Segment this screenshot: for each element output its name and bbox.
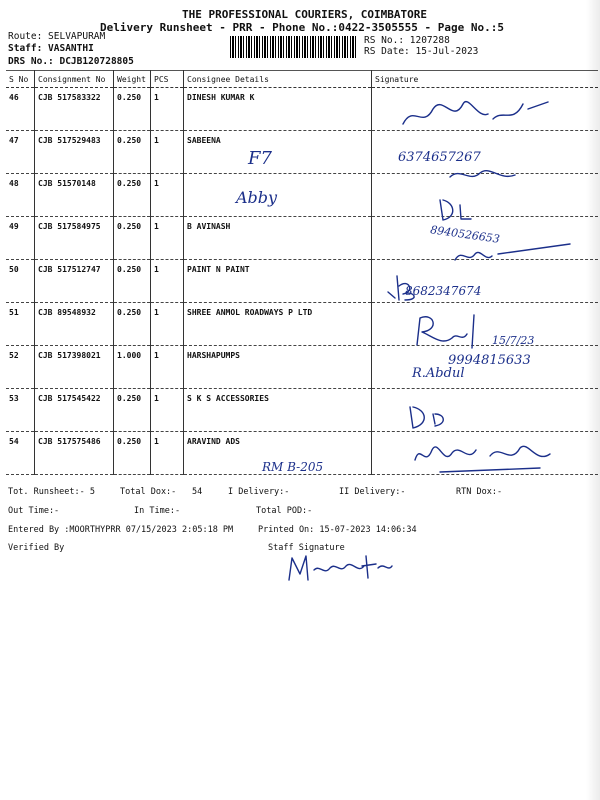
handwritten-note-47: F7 [248, 148, 272, 169]
drs-number: DRS No.: DCJB120728805 [8, 56, 134, 67]
sno-cell: 46 [6, 88, 35, 131]
handwritten-signature-47 [445, 165, 525, 185]
handwritten-signature-50 [385, 272, 425, 302]
consignment-cell: CJB 51570148 [35, 174, 114, 217]
consignment-cell: CJB 517529483 [35, 131, 114, 174]
consignment-cell: CJB 517512747 [35, 260, 114, 303]
handwritten-signature-49 [450, 242, 580, 270]
weight-cell: 1.000 [114, 346, 151, 389]
barcode [230, 36, 356, 58]
i-delivery: I Delivery:- [228, 487, 290, 497]
weight-cell: 0.250 [114, 174, 151, 217]
rs-date: RS Date: 15-Jul-2023 [364, 46, 479, 57]
col-header-sno: S No [6, 71, 35, 88]
weight-cell: 0.250 [114, 131, 151, 174]
handwritten-phone-52: 9994815633 [448, 353, 531, 368]
staff-signature-label: Staff Signature [268, 543, 345, 553]
pcs-cell: 1 [151, 131, 184, 174]
handwritten-signature-46 [398, 84, 558, 144]
pcs-cell: 1 [151, 303, 184, 346]
consignment-cell: CJB 517583322 [35, 88, 114, 131]
weight-cell: 0.250 [114, 303, 151, 346]
handwritten-note-48: Abby [236, 188, 278, 207]
handwritten-phone-50: 8682347674 [405, 284, 482, 298]
consignee-cell: SABEENA [184, 131, 372, 174]
consignee-cell: S K S ACCESSORIES [184, 389, 372, 432]
sno-cell: 48 [6, 174, 35, 217]
in-time: In Time:- [134, 506, 181, 516]
consignee-cell: ARAVIND ADS [184, 432, 372, 475]
sno-cell: 47 [6, 131, 35, 174]
consignee-cell [184, 174, 372, 217]
weight-cell: 0.250 [114, 260, 151, 303]
consignee-cell: HARSHAPUMPS [184, 346, 372, 389]
verified-by: Verified By [8, 543, 65, 553]
staff: Staff: VASANTHI [8, 43, 94, 54]
rtn-dox: RTN Dox:- [456, 487, 503, 497]
sno-cell: 50 [6, 260, 35, 303]
col-header-consignment: Consignment No [35, 71, 114, 88]
pcs-cell: 1 [151, 174, 184, 217]
pcs-cell: 1 [151, 432, 184, 475]
consignment-cell: CJB 517584975 [35, 217, 114, 260]
weight-cell: 0.250 [114, 88, 151, 131]
weight-cell: 0.250 [114, 217, 151, 260]
sno-cell: 52 [6, 346, 35, 389]
total-dox-value: 54 [192, 487, 203, 497]
handwritten-signature-48 [435, 195, 475, 225]
handwritten-phone-47: 6374657267 [398, 150, 481, 165]
pcs-cell: 1 [151, 389, 184, 432]
scan-shadow [586, 0, 600, 800]
col-header-consignee: Consignee Details [184, 71, 372, 88]
consignment-cell: CJB 89548932 [35, 303, 114, 346]
weight-cell: 0.250 [114, 389, 151, 432]
route: Route: SELVAPURAM [8, 31, 106, 42]
consignee-cell: SHREE ANMOL ROADWAYS P LTD [184, 303, 372, 346]
consignee-cell: B AVINASH [184, 217, 372, 260]
table-row [6, 389, 598, 432]
runsheet-line: Delivery Runsheet - PRR - Phone No.:0422-3505555 - Page No.:5 [100, 21, 504, 34]
handwritten-signature-53 [405, 402, 465, 432]
weight-cell: 0.250 [114, 432, 151, 475]
col-header-pcs: PCS [151, 71, 184, 88]
ii-delivery: II Delivery:- [339, 487, 406, 497]
consignment-cell: CJB 517575486 [35, 432, 114, 475]
staff-signature [284, 548, 394, 590]
pcs-cell: 1 [151, 346, 184, 389]
handwritten-signature-54 [410, 438, 560, 478]
handwritten-date-51: 15/7/23 [492, 334, 535, 347]
sno-cell: 53 [6, 389, 35, 432]
company-title: THE PROFESSIONAL COURIERS, COIMBATORE [182, 8, 428, 21]
sno-cell: 49 [6, 217, 35, 260]
pcs-cell: 1 [151, 217, 184, 260]
consignment-cell: CJB 517545422 [35, 389, 114, 432]
total-dox-label: Total Dox:- [120, 487, 177, 497]
printed-on: Printed On: 15-07-2023 14:06:34 [258, 525, 417, 535]
pcs-cell: 1 [151, 260, 184, 303]
sno-cell: 51 [6, 303, 35, 346]
col-header-weight: Weight [114, 71, 151, 88]
consignee-cell: DINESH KUMAR K [184, 88, 372, 131]
handwritten-name-54: RM B-205 [262, 460, 324, 474]
rs-number: RS No.: 1207288 [364, 35, 450, 46]
entered-by: Entered By :MOORTHYPRR 07/15/2023 2:05:18 PM [8, 525, 234, 535]
handwritten-phone-49: 8940526653 [429, 223, 501, 246]
consignee-cell: PAINT N PAINT [184, 260, 372, 303]
pcs-cell: 1 [151, 88, 184, 131]
total-runsheet: Tot. Runsheet:- 5 [8, 487, 95, 497]
handwritten-name-52: R.Abdul [412, 366, 465, 381]
total-pod: Total POD:- [256, 506, 313, 516]
out-time: Out Time:- [8, 506, 60, 516]
sno-cell: 54 [6, 432, 35, 475]
col-header-signature: Signature [372, 71, 599, 88]
consignment-cell: CJB 517398021 [35, 346, 114, 389]
